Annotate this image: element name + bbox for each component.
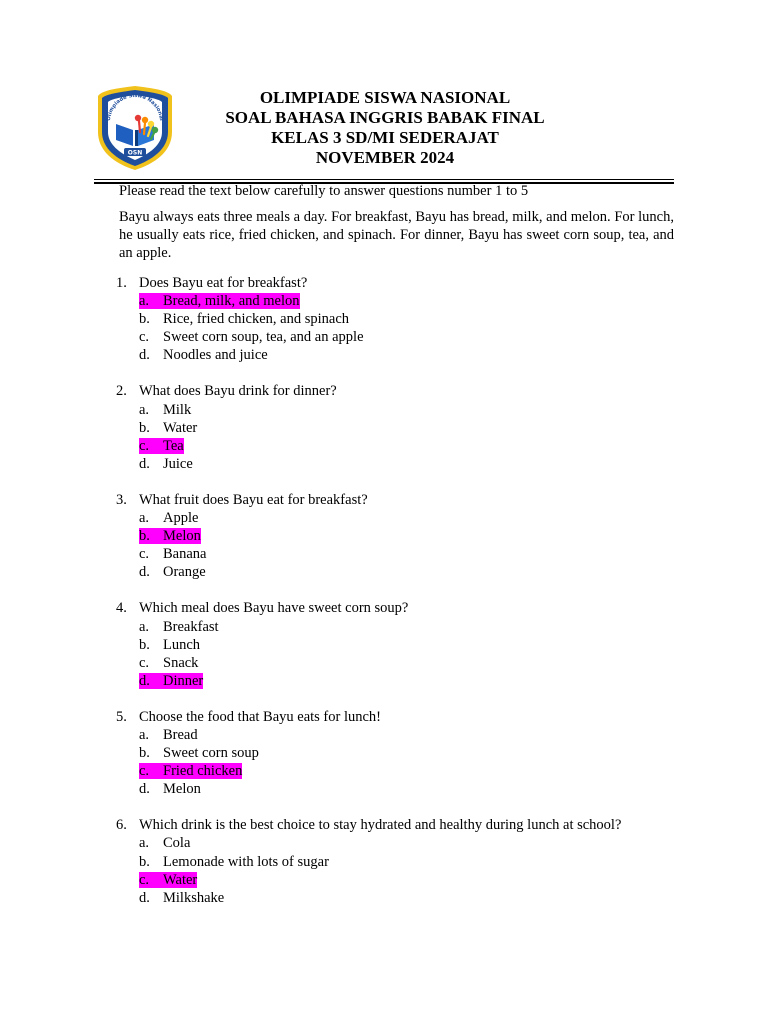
option-text: Apple [163,510,199,527]
question-text: Which meal does Bayu have sweet corn soup? [139,600,409,617]
option-text: Melon [163,528,201,545]
option-text: Water [163,871,198,888]
question-stem [116,274,676,292]
answer-option [116,654,676,672]
answer-option [116,419,676,437]
option-letter: d. [139,455,150,472]
answer-option [116,780,676,798]
highlighted-answer [139,293,300,309]
option-text: Sweet corn soup, tea, and an apple [163,329,364,346]
logo-badge-text: OSN [127,149,143,157]
option-letter: b. [139,528,150,545]
question-number: 1. [116,275,127,291]
question-text: What fruit does Bayu eat for breakfast? [139,491,368,508]
option-content [139,329,364,345]
question-number: 5. [116,708,127,725]
option-text: Sweet corn soup [163,745,259,762]
question-stem [116,816,676,834]
option-content [139,456,193,472]
header-divider-thin [94,179,674,180]
answer-option [116,744,676,762]
answer-option [116,527,676,545]
question-text: What does Bayu drink for dinner? [139,383,337,400]
option-content [139,781,201,797]
question-1 [116,274,676,364]
document-header [180,88,590,168]
option-content [139,637,200,653]
option-letter: c. [139,654,150,671]
answer-option [116,834,676,852]
answer-option [116,346,676,364]
question-number: 3. [116,491,127,508]
highlighted-answer [139,528,201,544]
question-text: Which drink is the best choice to stay hydrated and healthy during lunch at school? [139,817,622,834]
option-text: Banana [163,546,207,563]
option-letter: d. [139,781,150,798]
option-content [139,510,198,526]
option-letter: c. [139,763,150,780]
header-line-4: NOVEMBER 2024 [315,148,455,167]
highlighted-answer [139,763,242,779]
option-text: Rice, fried chicken, and spinach [163,311,350,328]
option-content [139,655,198,671]
option-content [139,347,268,363]
option-letter: b. [139,745,150,762]
option-letter: a. [139,401,150,418]
highlighted-answer [139,673,203,689]
option-letter: d. [139,672,150,689]
answer-option [116,292,676,310]
option-text: Water [163,419,198,436]
option-letter: c. [139,437,150,454]
answer-option [116,762,676,780]
question-list [116,274,676,925]
highlighted-answer [139,438,184,454]
answer-option [116,437,676,455]
question-5 [116,708,676,798]
option-text: Dinner [163,672,204,689]
answer-option [116,871,676,889]
option-letter: c. [139,329,150,346]
instruction-text: Please read the text below carefully to answer questions number 1 to 5 [119,183,529,199]
answer-option [116,455,676,473]
option-text: Breakfast [163,618,219,635]
answer-option [116,636,676,654]
question-number: 4. [116,600,127,617]
option-text: Milkshake [163,889,225,906]
option-text: Orange [163,564,206,581]
question-number: 6. [116,817,127,834]
option-letter: a. [139,835,150,852]
option-text: Melon [163,781,201,798]
option-content [139,745,259,761]
option-text: Bread, milk, and melon [163,293,300,310]
logo-ring-text: Olimpiade Siswa Nasional [105,92,164,122]
question-6 [116,816,676,906]
option-letter: a. [139,618,150,635]
option-text: Snack [163,654,199,671]
option-content [139,854,329,870]
osn-logo [96,84,174,172]
question-2 [116,382,676,472]
reading-passage: Bayu always eats three meals a day. For breakfast, Bayu has bread, milk, and melon. For lunch, he usually eats rice, fried chicken, and spinach. For dinner, Bayu has sweet corn soup, tea, and an apple. [119,209,674,261]
option-text: Lemonade with lots of sugar [163,853,329,870]
option-letter: d. [139,564,150,581]
option-text: Lunch [163,636,201,653]
option-letter: a. [139,726,150,743]
option-letter: d. [139,347,150,364]
option-letter: d. [139,889,150,906]
header-line-1: OLIMPIADE SISWA NASIONAL [259,88,511,107]
answer-option [116,401,676,419]
option-content [139,890,224,906]
option-text: Fried chicken [163,763,243,780]
option-letter: a. [139,510,150,527]
answer-option [116,545,676,563]
option-letter: b. [139,853,150,870]
option-letter: b. [139,311,150,328]
answer-option [116,563,676,581]
option-text: Juice [163,455,193,472]
question-number: 2. [116,383,127,400]
header-line-3: KELAS 3 SD/MI SEDERAJAT [271,128,499,147]
option-letter: a. [139,293,150,310]
option-text: Milk [163,401,192,418]
option-content [139,311,349,327]
option-content [139,546,206,562]
option-content [139,420,197,436]
answer-option [116,310,676,328]
question-stem [116,708,676,726]
option-content [139,564,206,580]
option-letter: c. [139,871,150,888]
answer-option [116,618,676,636]
question-text: Choose the food that Bayu eats for lunch! [139,708,382,725]
question-3 [116,491,676,581]
question-stem [116,382,676,400]
question-stem [116,599,676,617]
answer-option [116,672,676,690]
question-text: Does Bayu eat for breakfast? [139,275,308,291]
answer-option [116,509,676,527]
option-content [139,727,198,743]
answer-option [116,853,676,871]
highlighted-answer [139,872,197,888]
option-text: Tea [163,437,184,454]
option-content [139,619,219,635]
option-letter: c. [139,546,150,563]
header-line-2: SOAL BAHASA INGGRIS BABAK FINAL [225,108,545,127]
option-text: Noodles and juice [163,347,268,364]
answer-option [116,726,676,744]
question-stem [116,491,676,509]
option-text: Cola [163,835,191,852]
option-letter: b. [139,419,150,436]
option-content [139,835,190,851]
answer-option [116,889,676,907]
answer-option [116,328,676,346]
option-text: Bread [163,726,198,743]
question-4 [116,599,676,689]
option-letter: b. [139,636,150,653]
option-content [139,402,191,418]
